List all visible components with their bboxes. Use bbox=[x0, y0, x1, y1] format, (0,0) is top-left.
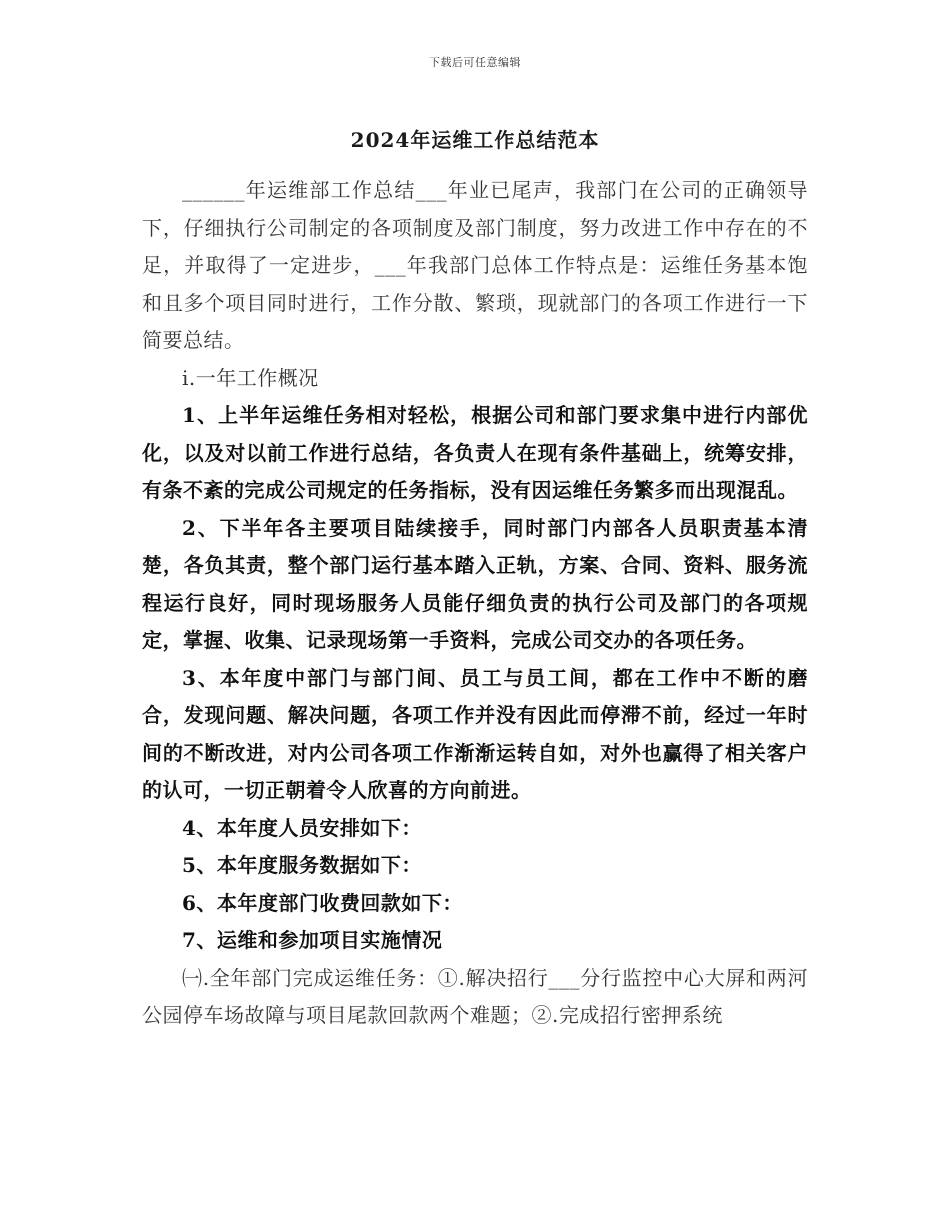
paragraph-item-6: 6、本年度部门收费回款如下： bbox=[182, 890, 463, 915]
header-note: 下载后可任意编辑 bbox=[429, 56, 521, 69]
intro-paragraph: ______年运维部工作总结___年业已尾声，我部门在公司的正确领导下，仔细执行公司制定的各项制度及部门制度，努力改进工作中存在的不足，并取得了一定进步，___年我部门总体工作特点是：运维任务基本饱和且多个项目同时进行，工作分散、繁琐，现就部门的各项工作进行一下简要总结。 bbox=[142, 178, 808, 352]
section-heading-overview: ⅰ.一年工作概况 bbox=[182, 365, 319, 390]
paragraph-subitem-1: ㈠.全年部门完成运维任务：①.解决招行___分行监控中心大屏和两河公园停车场故障与项目尾款回款两个难题；②.完成招行密押系统 bbox=[142, 965, 808, 1027]
paragraph-item-1: 1、上半年运维任务相对轻松，根据公司和部门要求集中进行内部优化，以及对以前工作进行总结，各负责人在现有条件基础上，统筹安排，有条不紊的完成公司规定的任务指标，没有因运维任务繁多而出现混乱。 bbox=[142, 403, 808, 502]
paragraph-item-5: 5、本年度服务数据如下： bbox=[182, 853, 422, 877]
paragraph-item-3: 3、本年度中部门与部门间、员工与员工间，都在工作中不断的磨合，发现问题、解决问题，各项工作并没有因此而停滞不前，经过一年时间的不断改进，对内公司各项工作渐渐运转自如，对外也赢得了相关客户的认可，一切正朝着令人欣喜的方向前进。 bbox=[142, 665, 808, 802]
paragraph-item-2: 2、下半年各主要项目陆续接手，同时部门内部各人员职责基本清楚，各负其责，整个部门运行基本踏入正轨，方案、合同、资料、服务流程运行良好，同时现场服务人员能仔细负责的执行公司及部门的各项规定，掌握、收集、记录现场第一手资料，完成公司交办的各项任务。 bbox=[142, 515, 808, 652]
document-body bbox=[142, 172, 808, 1035]
paragraph-item-4: 4、本年度人员安排如下： bbox=[182, 815, 422, 840]
paragraph-item-7: 7、运维和参加项目实施情况 bbox=[182, 928, 443, 952]
document-title: 2024年运维工作总结范本 bbox=[350, 128, 600, 152]
